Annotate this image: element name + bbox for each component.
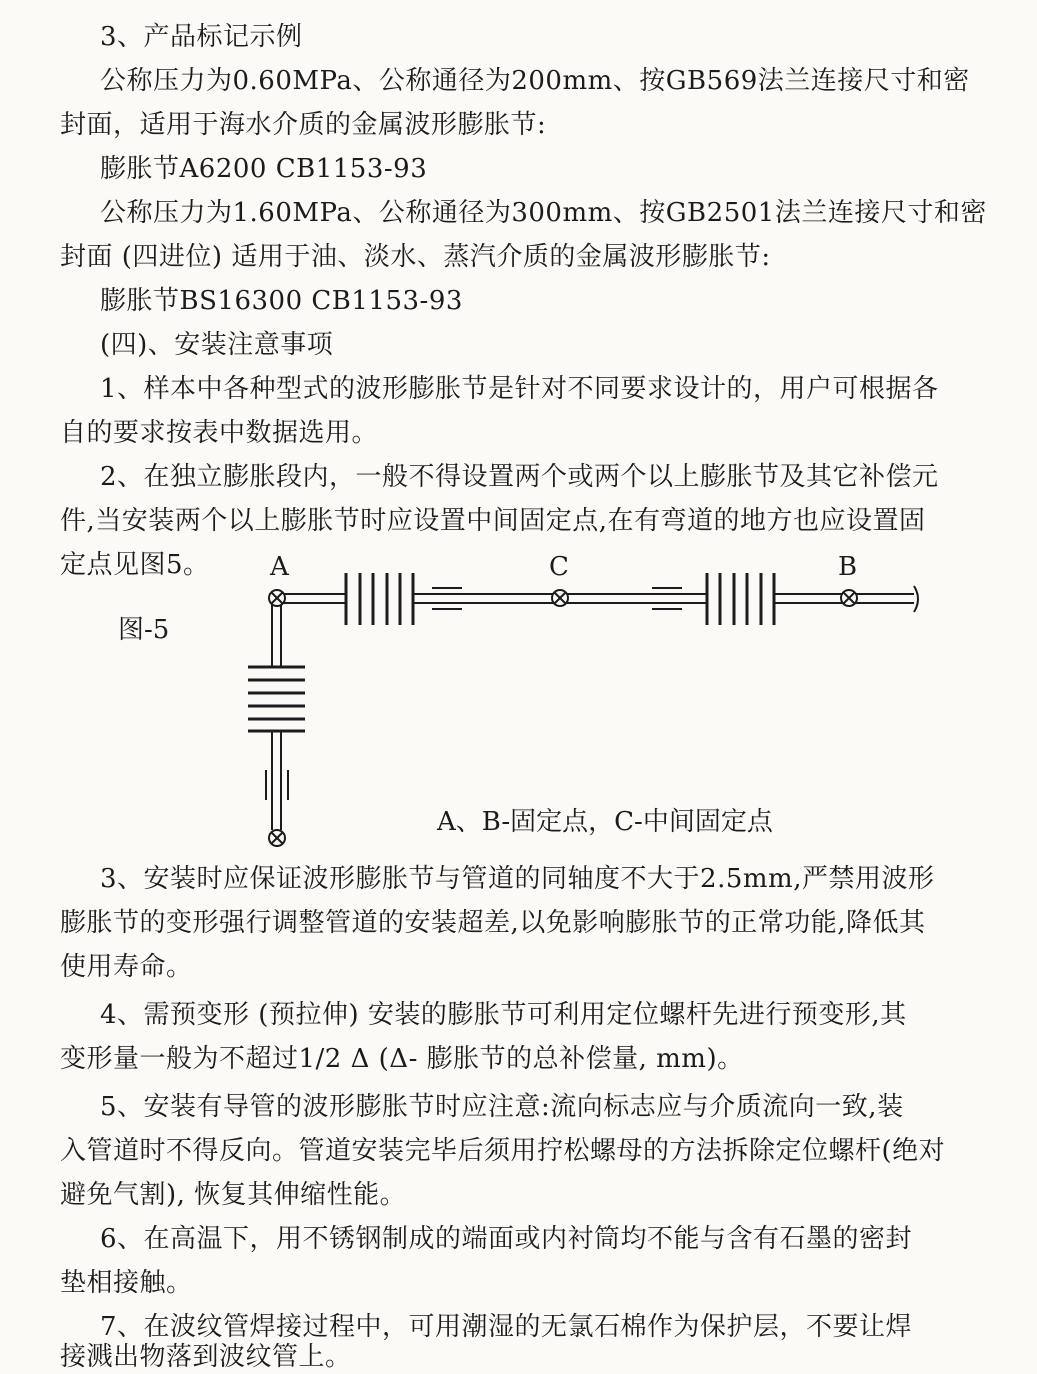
example2-line1: 公称压力为1.60MPa、公称通径为300mm、按GB2501法兰连接尺寸和密 [100, 198, 987, 228]
item5-line1: 5、安装有导管的波形膨胀节时应注意:流向标志应与介质流向一致,装 [100, 1092, 904, 1122]
example2-mark: 膨胀节BS16300 CB1153-93 [100, 286, 463, 316]
point-a-label: A [270, 552, 289, 582]
item3-line1: 3、安装时应保证波形膨胀节与管道的同轴度不大于2.5mm,严禁用波形 [100, 864, 935, 894]
item2-line3: 定点见图5。 [60, 550, 210, 580]
item1-line2: 自的要求按表中数据选用。 [60, 418, 379, 448]
example1-line2: 封面，适用于海水介质的金属波形膨胀节: [60, 110, 547, 140]
section-heading-installation: (四)、安装注意事项 [100, 330, 334, 360]
fixed-point-b [841, 590, 857, 606]
example2-line2: 封面 (四进位) 适用于油、淡水、蒸汽介质的金属波形膨胀节: [60, 242, 771, 272]
item2-line1: 2、在独立膨胀段内，一般不得设置两个或两个以上膨胀节及其它补偿元 [100, 462, 939, 492]
item3-line3: 使用寿命。 [60, 952, 193, 982]
item7-line2: 接溅出物落到波纹管上。 [60, 1342, 352, 1372]
bellows-vertical [248, 667, 305, 731]
item6-line2: 垫相接触。 [60, 1268, 193, 1298]
item1-line1: 1、样本中各种型式的波形膨胀节是针对不同要求设计的，用户可根据各 [100, 374, 939, 404]
bellows-left [346, 573, 413, 625]
item3-line2: 膨胀节的变形强行调整管道的安装超差,以免影响膨胀节的正常功能,降低其 [60, 908, 926, 938]
fixed-point-a [269, 590, 285, 606]
item7-line1: 7、在波纹管焊接过程中，可用潮湿的无氯石棉作为保护层，不要让焊 [100, 1312, 913, 1342]
vertical-pipe [272, 603, 281, 830]
figure-caption: A、B-固定点，C-中间固定点 [437, 807, 773, 837]
fixed-point-c [552, 590, 568, 606]
point-b-label: B [838, 552, 858, 582]
point-c-label: C [549, 552, 569, 582]
section-heading-marking-example: 3、产品标记示例 [100, 22, 303, 52]
item5-line2: 入管道时不得反向。管道安装完毕后须用拧松螺母的方法拆除定位螺杆(绝对 [60, 1136, 946, 1166]
example1-mark: 膨胀节A6200 CB1153-93 [100, 154, 428, 184]
fixed-point-bottom [269, 830, 285, 846]
item4-line1: 4、需预变形 (预拉伸) 安装的膨胀节可利用定位螺杆先进行预变形,其 [100, 1000, 907, 1030]
horizontal-pipe [281, 586, 918, 612]
item2-line2: 件,当安装两个以上膨胀节时应设置中间固定点,在有弯道的地方也应设置固 [60, 506, 926, 536]
example1-line1: 公称压力为0.60MPa、公称通径为200mm、按GB569法兰连接尺寸和密 [100, 66, 970, 96]
guide-marks [266, 588, 682, 800]
item6-line1: 6、在高温下，用不锈钢制成的端面或内衬筒均不能与含有石墨的密封 [100, 1224, 913, 1254]
figure-label: 图-5 [118, 615, 170, 645]
item4-line2: 变形量一般为不超过1/2 Δ (Δ- 膨胀节的总补偿量, mm)。 [60, 1044, 744, 1074]
bellows-right [707, 573, 774, 625]
item5-line3: 避免气割), 恢复其伸缩性能。 [60, 1180, 407, 1210]
